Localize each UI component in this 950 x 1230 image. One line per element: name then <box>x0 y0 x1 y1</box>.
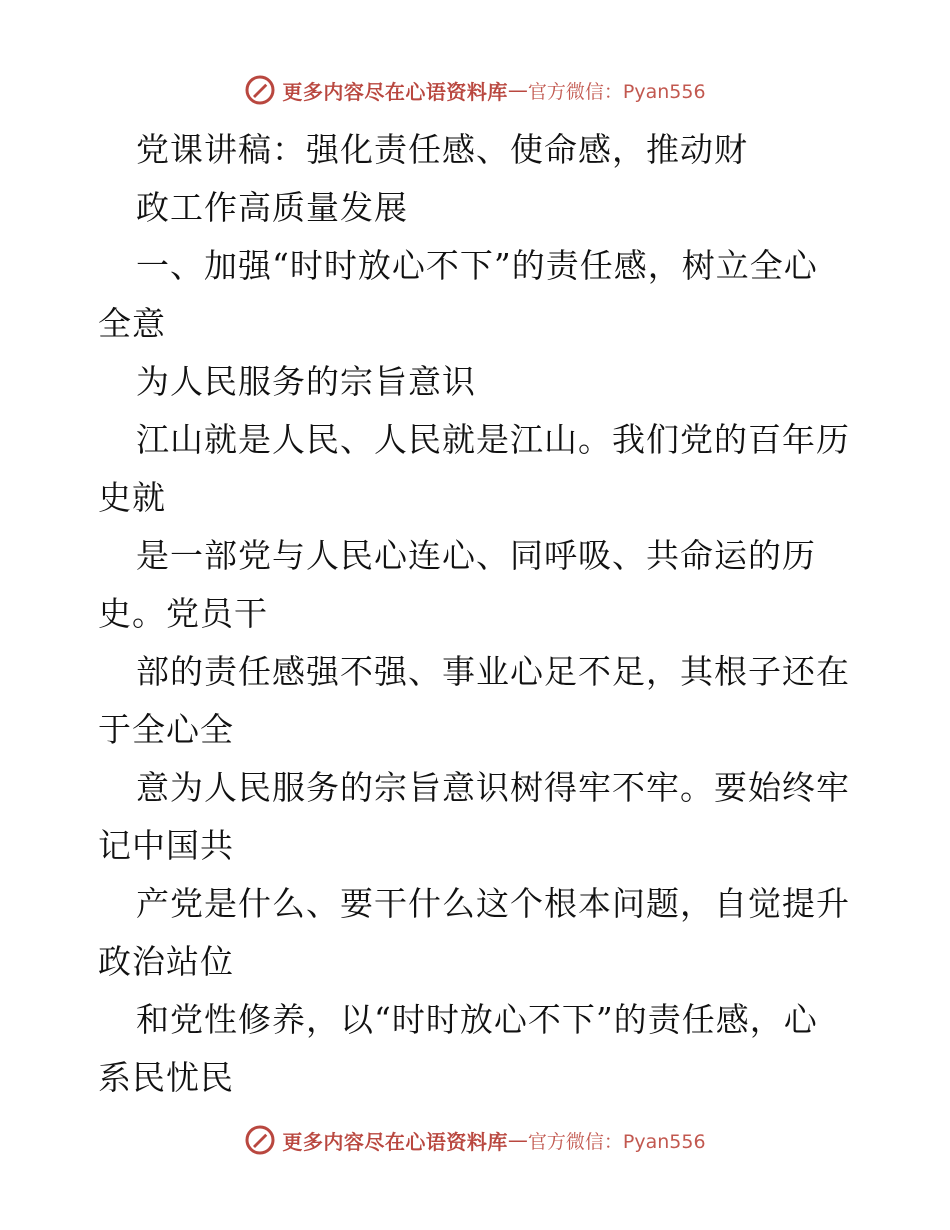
text-line: 为人民服务的宗旨意识 <box>136 362 476 401</box>
text-line: 意为人民服务的宗旨意识树得牢不牢。要始终牢 <box>136 768 850 807</box>
text-line: 系民忧民 <box>98 1058 234 1097</box>
header-banner <box>0 70 950 110</box>
banner-wechat: 官方微信：Pyan556 <box>527 1130 706 1153</box>
banner-text: 更多内容尽在心语资料库 <box>282 1129 508 1154</box>
text-line: 江山就是人民、人民就是江山。我们党的百年历 <box>136 420 850 459</box>
text-line: 是一部党与人民心连心、同呼吸、共命运的历 <box>136 536 816 575</box>
text-line: 史。党员干 <box>98 594 268 633</box>
text-line: 一、加强“时时放心不下”的责任感，树立全心 <box>136 246 818 285</box>
text-line: 和党性修养，以“时时放心不下”的责任感，心 <box>136 1000 818 1039</box>
banner-separator: — <box>507 1128 528 1152</box>
text-line: 全意 <box>98 304 166 343</box>
banner-text: 更多内容尽在心语资料库 <box>282 79 508 104</box>
title-line-2: 政工作高质量发展 <box>136 188 408 227</box>
text-line: 史就 <box>98 478 166 517</box>
banner-wechat: 官方微信：Pyan556 <box>527 80 706 103</box>
quill-pen-logo-icon <box>244 1124 276 1156</box>
text-line: 于全心全 <box>98 710 234 749</box>
title-line-1: 党课讲稿：强化责任感、使命感，推动财 <box>136 130 748 169</box>
text-line: 产党是什么、要干什么这个根本问题，自觉提升 <box>136 884 850 923</box>
banner-separator: — <box>507 78 528 102</box>
quill-pen-logo-icon <box>244 74 276 106</box>
footer-banner <box>0 1120 950 1160</box>
text-line: 记中国共 <box>98 826 234 865</box>
text-line: 部的责任感强不强、事业心足不足，其根子还在 <box>136 652 850 691</box>
text-line: 政治站位 <box>98 942 234 981</box>
